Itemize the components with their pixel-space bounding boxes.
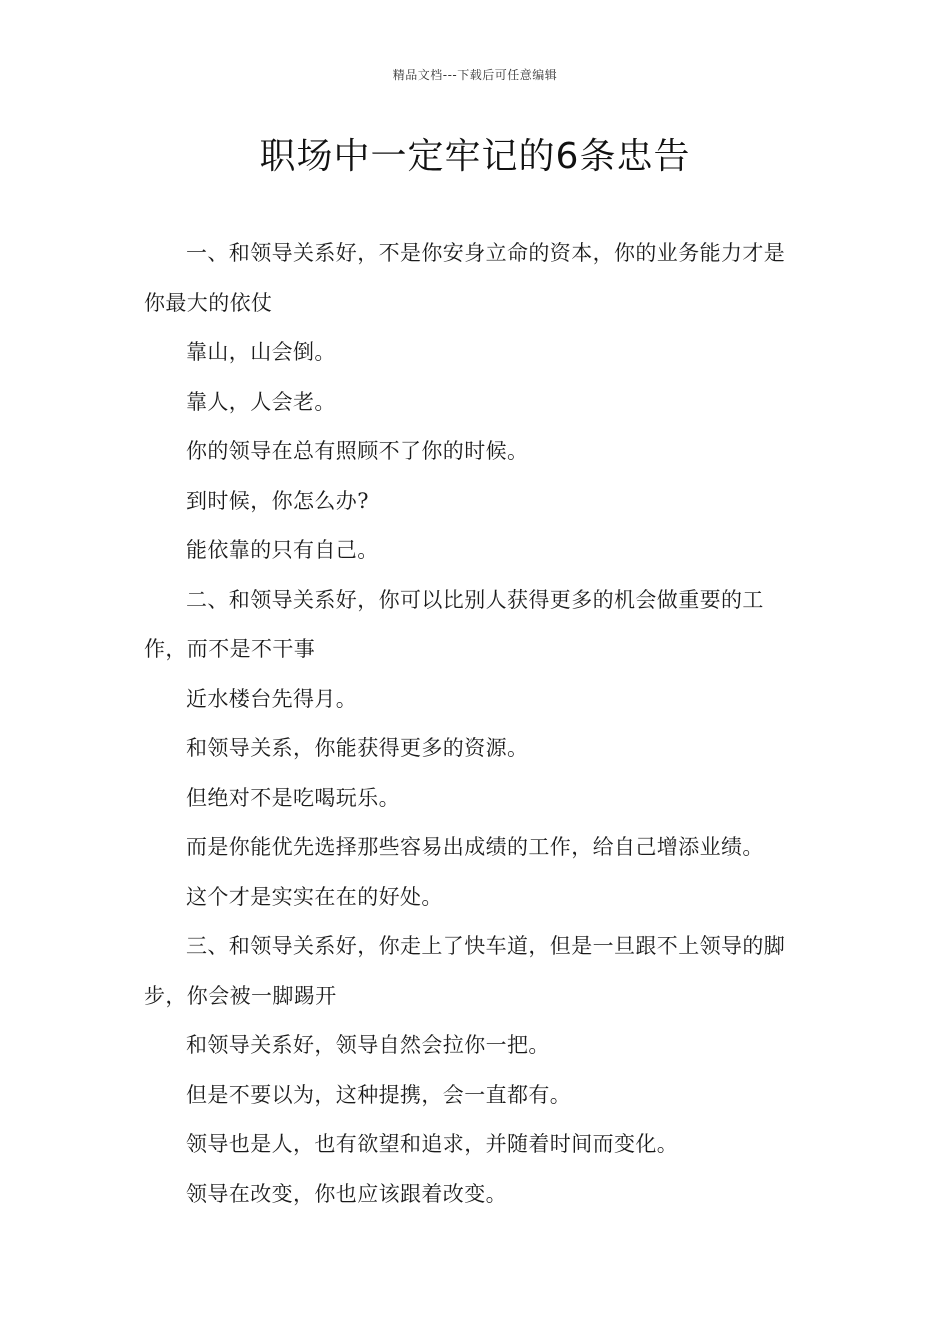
paragraph: 到时候，你怎么办? bbox=[186, 488, 369, 513]
paragraph: 但绝对不是吃喝玩乐。 bbox=[186, 785, 400, 810]
header-note: 精品文档---下载后可任意编辑 bbox=[392, 68, 558, 82]
paragraph: 靠山，山会倒。 bbox=[186, 340, 336, 364]
paragraph: 和领导关系好，领导自然会拉你一把。 bbox=[186, 1033, 550, 1057]
paragraph: 近水楼台先得月。 bbox=[186, 686, 358, 711]
paragraph: 三、和领导关系好，你走上了快车道，但是一旦跟不上领导的脚步，你会被一脚踢开 bbox=[144, 934, 786, 1008]
paragraph: 这个才是实实在在的好处。 bbox=[186, 884, 443, 909]
paragraph: 你的领导在总有照顾不了你的时候。 bbox=[186, 439, 529, 463]
paragraph: 但是不要以为，这种提携，会一直都有。 bbox=[186, 1082, 572, 1107]
paragraph: 领导也是人，也有欲望和追求，并随着时间而变化。 bbox=[186, 1132, 679, 1156]
paragraph: 二、和领导关系好，你可以比别人获得更多的机会做重要的工作，而不是不干事 bbox=[144, 587, 764, 661]
paragraph: 和领导关系，你能获得更多的资源。 bbox=[186, 736, 529, 760]
paragraph: 领导在改变，你也应该跟着改变。 bbox=[186, 1181, 507, 1206]
document-title: 职场中一定牢记的6条忠告 bbox=[259, 136, 691, 177]
document-body bbox=[144, 229, 806, 1219]
paragraph: 一、和领导关系好，不是你安身立命的资本，你的业务能力才是你最大的依仗 bbox=[144, 241, 786, 315]
paragraph: 靠人，人会老。 bbox=[186, 389, 336, 414]
paragraph: 而是你能优先选择那些容易出成绩的工作，给自己增添业绩。 bbox=[186, 835, 764, 859]
paragraph: 能依靠的只有自己。 bbox=[186, 538, 379, 562]
